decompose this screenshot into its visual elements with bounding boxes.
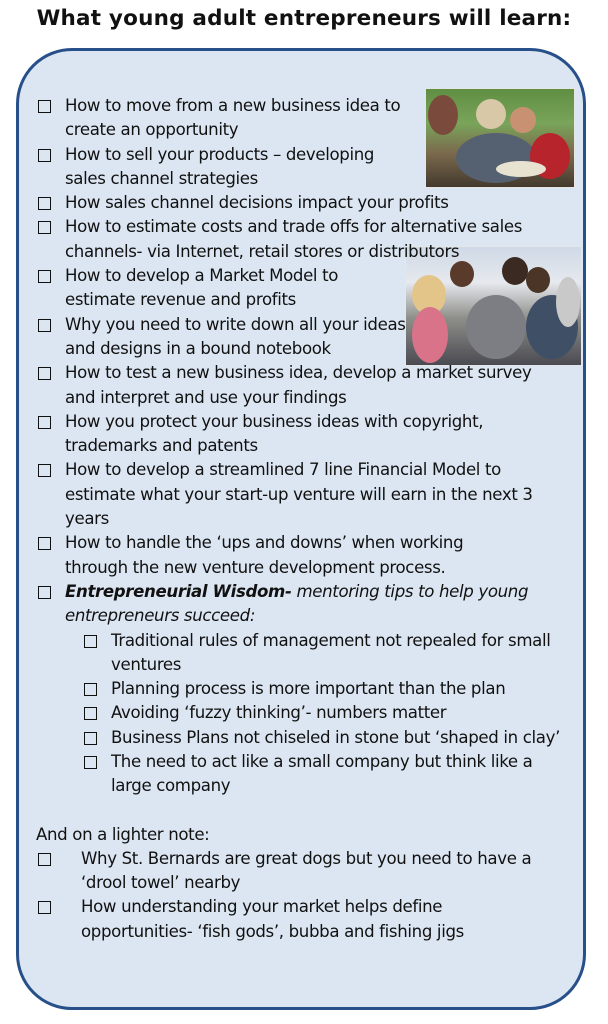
list-item: How to handle the ‘ups and downs’ when working through the new venture development process. — [36, 531, 580, 580]
checkbox-icon — [38, 221, 51, 234]
sub-list-item: Avoiding ‘fuzzy thinking’- numbers matter — [36, 701, 580, 725]
list-item: How you protect your business ideas with copyright, trademarks and patents — [36, 410, 580, 459]
checkbox-icon — [84, 732, 97, 745]
list-item: How sales channel decisions impact your profits — [36, 191, 580, 215]
list-item: How to develop a Market Model to estimate revenue and profits — [36, 264, 580, 313]
list-item: How to develop a streamlined 7 line Financial Model to estimate what your start-up venture will earn in the next 3 years — [36, 458, 580, 531]
sub-list-item: Business Plans not chiseled in stone but ‘shaped in clay’ — [36, 726, 580, 750]
checkbox-icon — [38, 367, 51, 380]
list-item: Why you need to write down all your ideas and designs in a bound notebook — [36, 313, 580, 362]
lighter-note-intro: And on a lighter note: — [36, 824, 210, 844]
checkbox-icon — [38, 319, 51, 332]
list-item: Why St. Bernards are great dogs but you need to have a ‘drool towel’ nearby — [36, 847, 580, 896]
checkbox-icon — [84, 683, 97, 696]
sub-list-item: The need to act like a small company but think like a large company — [36, 750, 580, 799]
checkbox-icon — [84, 707, 97, 720]
checkbox-icon — [38, 270, 51, 283]
checkbox-icon — [38, 197, 51, 210]
checkbox-icon — [84, 756, 97, 769]
checkbox-icon — [38, 149, 51, 162]
page-title: What young adult entrepreneurs will learn: — [36, 6, 572, 31]
list-item: How to estimate costs and trade offs for alternative sales channels- via Internet, retail stores or distributors — [36, 215, 580, 264]
learning-list — [36, 94, 580, 944]
checkbox-icon — [38, 464, 51, 477]
sub-list-item: Traditional rules of management not repealed for small ventures — [36, 629, 580, 678]
checkbox-icon — [38, 416, 51, 429]
sub-list-item: Planning process is more important than the plan — [36, 677, 580, 701]
list-item: How understanding your market helps define opportunities- ‘fish gods’, bubba and fishing jigs — [36, 895, 580, 944]
list-item-wisdom — [36, 580, 580, 629]
checkbox-icon — [38, 901, 51, 914]
list-item: How to sell your products – developing sales channel strategies — [36, 143, 580, 192]
checkbox-icon — [38, 586, 51, 599]
list-item: How to move from a new business idea to create an opportunity — [36, 94, 580, 143]
checkbox-icon — [38, 537, 51, 550]
list-item: How to test a new business idea, develop a market survey and interpret and use your findings — [36, 361, 580, 410]
checkbox-icon — [38, 100, 51, 113]
wisdom-heading: Entrepreneurial Wisdom- — [65, 581, 292, 601]
wisdom-text: mentoring tips to help young entrepreneurs succeed: — [65, 581, 529, 626]
checkbox-icon — [84, 635, 97, 648]
checkbox-icon — [38, 853, 51, 866]
